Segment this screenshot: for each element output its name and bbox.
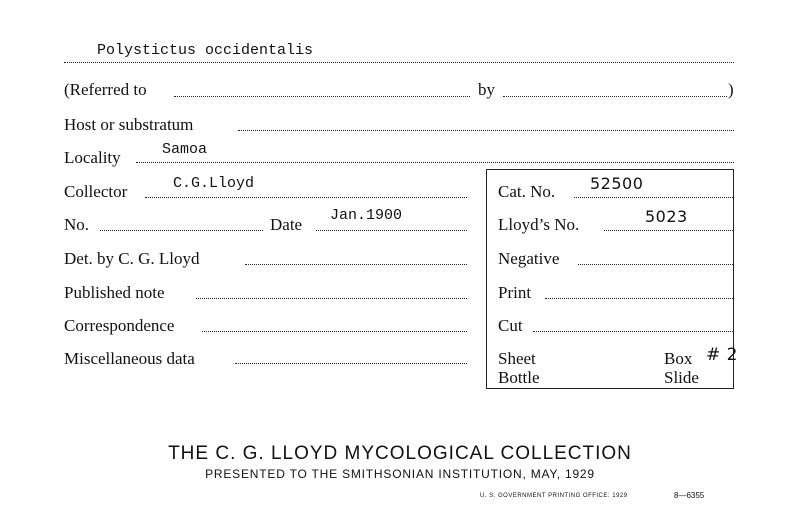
right-box-left-border xyxy=(486,169,487,388)
locality-label: Locality xyxy=(64,148,121,167)
sheet-label: Sheet xyxy=(498,349,536,368)
collector-value: C.G.Lloyd xyxy=(173,175,255,192)
misc-line xyxy=(235,363,467,364)
species-name: Polystictus occidentalis xyxy=(97,42,314,59)
correspondence-line xyxy=(202,331,467,332)
referred-to-label: (Referred to xyxy=(64,80,147,99)
box-value: # 2 xyxy=(706,345,738,365)
date-line xyxy=(316,230,467,231)
date-label: Date xyxy=(270,215,303,234)
locality-value: Samoa xyxy=(162,141,208,158)
referred-to-line xyxy=(174,96,470,97)
negative-label: Negative xyxy=(498,249,560,268)
date-value: Jan.1900 xyxy=(330,207,403,224)
lloyds-no-label: Lloyd’s No. xyxy=(498,215,580,234)
no-line xyxy=(100,230,263,231)
lloyds-no-value: 5023 xyxy=(645,207,688,226)
close-paren: ) xyxy=(728,80,734,99)
cat-no-line xyxy=(574,197,733,198)
det-label: Det. by C. G. Lloyd xyxy=(64,249,200,268)
species-line xyxy=(64,62,734,63)
printer-imprint: U. S. GOVERNMENT PRINTING OFFICE: 1929 xyxy=(480,493,628,499)
negative-line xyxy=(578,264,733,265)
published-label: Published note xyxy=(64,283,165,302)
slide-label: Slide xyxy=(664,368,699,387)
footer-subtitle: PRESENTED TO THE SMITHSONIAN INSTITUTION, MAY, 1929 xyxy=(205,467,595,481)
cut-line xyxy=(533,331,733,332)
locality-line xyxy=(136,162,734,163)
collector-label: Collector xyxy=(64,182,128,201)
published-line xyxy=(196,298,467,299)
cut-label: Cut xyxy=(498,316,523,335)
right-box-bottom-border xyxy=(486,388,734,389)
by-line xyxy=(503,96,727,97)
form-number: 8—6355 xyxy=(674,491,705,500)
host-line xyxy=(238,130,734,131)
by-label: by xyxy=(478,80,495,99)
print-label: Print xyxy=(498,283,532,302)
no-label: No. xyxy=(64,215,90,234)
host-label: Host or substratum xyxy=(64,115,194,134)
footer-title: THE C. G. LLOYD MYCOLOGICAL COLLECTION xyxy=(168,443,632,464)
misc-label: Miscellaneous data xyxy=(64,349,195,368)
bottle-label: Bottle xyxy=(498,368,540,387)
collector-line xyxy=(145,197,467,198)
cat-no-label: Cat. No. xyxy=(498,182,556,201)
print-line xyxy=(545,298,733,299)
cat-no-value: 52500 xyxy=(590,174,644,193)
det-line xyxy=(245,264,467,265)
correspondence-label: Correspondence xyxy=(64,316,175,335)
lloyds-no-line xyxy=(604,230,733,231)
right-box-top-border xyxy=(486,169,734,170)
box-label: Box xyxy=(664,349,693,368)
